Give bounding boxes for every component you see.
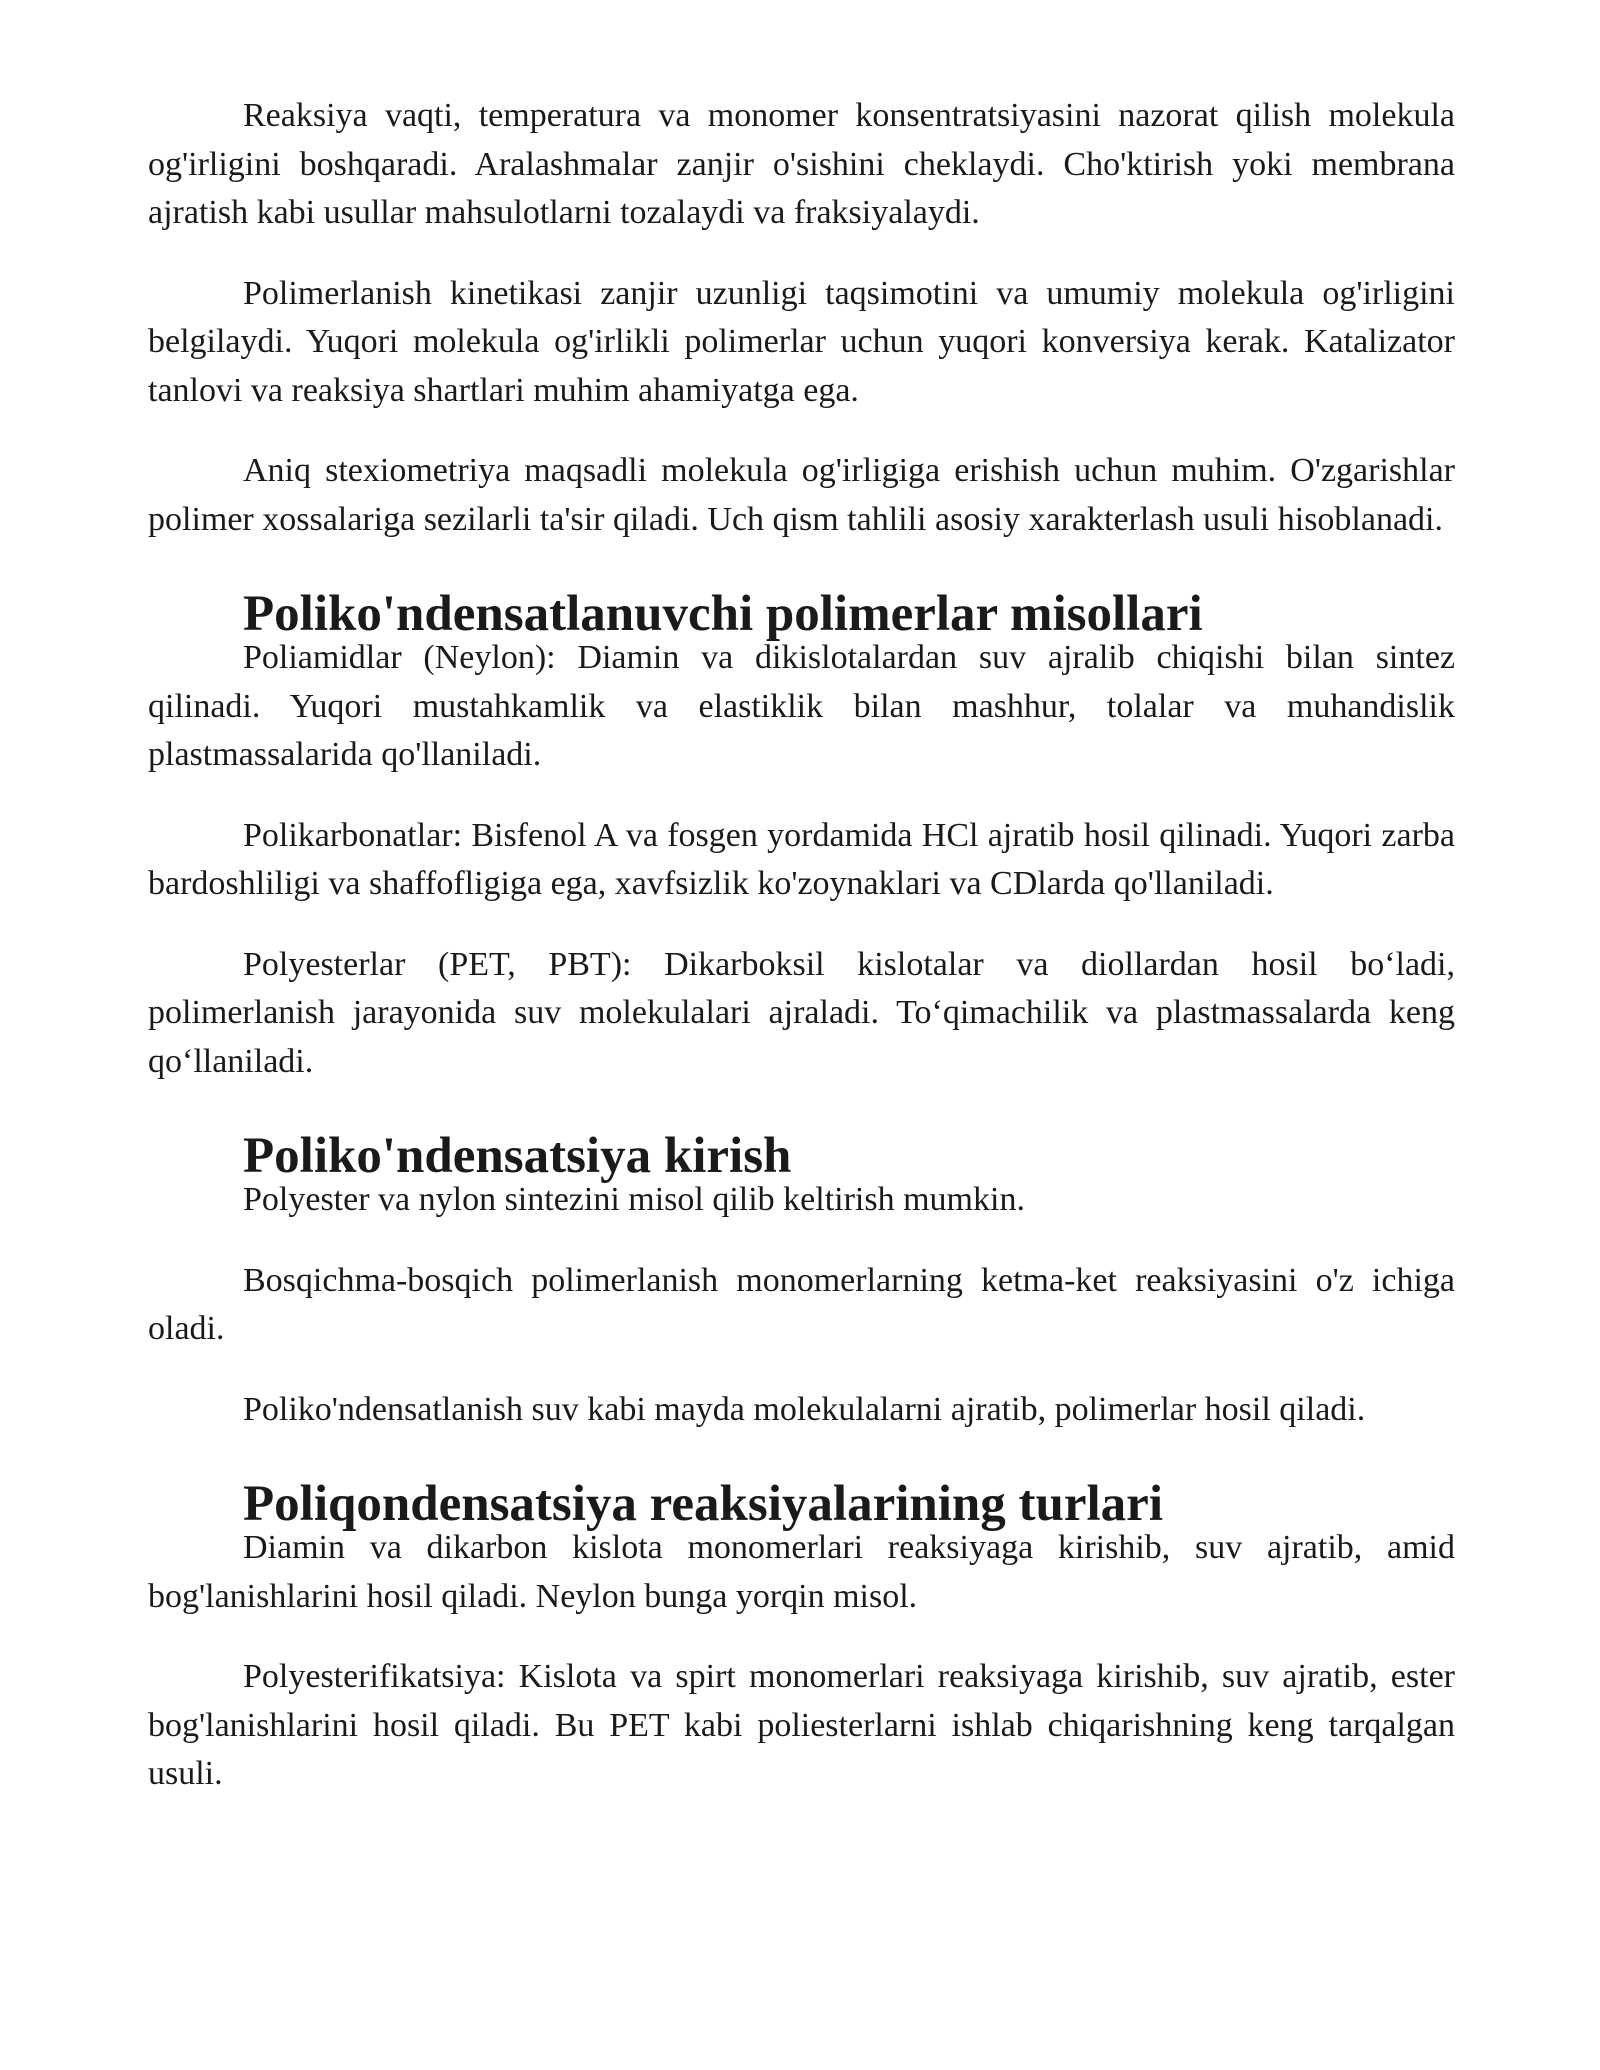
paragraph-polyesters: Polyesterlar (PET, PBT): Dikarboksil kislotalar va diollardan hosil bo‘ladi, polimerlanish jarayonida suv molekulalari ajraladi. To‘qimachilik va plastmassalarda keng qo‘llaniladi. [148, 945, 1455, 1080]
paragraph-polycarbonates: Polikarbonatlar: Bisfenol A va fosgen yordamida HCl ajratib hosil qilinadi. Yuqori zarba bardoshliligi va shaffofligiga ega, xavfsizlik ko'zoynaklari va CDlarda qo'llaniladi. [148, 816, 1455, 902]
paragraph-polyesterification: Polyesterifikatsiya: Kislota va spirt monomerlari reaksiyaga kirishib, suv ajratib, ester bog'lanishlarini hosil qiladi. Bu PET kabi poliesterlarni ishlab chiqarishning keng tarqalgan usuli. [148, 1658, 1455, 1792]
paragraph-step-growth: Bosqichma-bosqich polimerlanish monomerlarning ketma-ket reaksiyasini o'z ichiga oladi. [148, 1261, 1455, 1347]
section-heading-introduction: Poliko'ndensatsiya kirish [243, 1128, 792, 1184]
paragraph-polymerization-kinetics: Polimerlanish kinetikasi zanjir uzunligi taqsimotini va umumiy molekula og'irligini belgilaydi. Yuqori molekula og'irlikli polimerlar uchun yuqori konversiya kerak. Katalizator tanlovi va reaksiya shartlari muhim ahamiyatga ega. [148, 274, 1455, 409]
paragraph-stoichiometry: Aniq stexiometriya maqsadli molekula og'irligiga erishish uchun muhim. O'zgarishlar polimer xossalariga sezilarli ta'sir qiladi. Uch qism tahlili asosiy xarakterlash usuli hisoblanadi. [148, 452, 1455, 538]
paragraph-polyester-nylon-example: Polyester va nylon sintezini misol qilib keltirish mumkin. [243, 1181, 1025, 1218]
document-page [148, 92, 1455, 1799]
paragraph-reaction-control: Reaksiya vaqti, temperatura va monomer konsentratsiyasini nazorat qilish molekula og'irligini boshqaradi. Aralashmalar zanjir o'sishini cheklaydi. Cho'ktirish yoki membrana ajratish kabi usullar mahsulotlarni tozalaydi va fraksiyalaydi. [148, 97, 1455, 231]
paragraph-condensation-byproduct: Poliko'ndensatlanish suv kabi mayda molekulalarni ajratib, polimerlar hosil qiladi. [243, 1390, 1366, 1428]
paragraph-polyamides: Poliamidlar (Neylon): Diamin va dikislotalardan suv ajralib chiqishi bilan sintez qilinadi. Yuqori mustahkamlik va elastiklik bilan mashhur, tolalar va muhandislik plastmassalarida qo'llaniladi. [148, 639, 1455, 773]
paragraph-amide-formation: Diamin va dikarbon kislota monomerlari reaksiyaga kirishib, suv ajratib, amid bog'lanishlarini hosil qiladi. Neylon bunga yorqin misol. [148, 1529, 1455, 1615]
section-heading-reaction-types: Poliqondensatsiya reaksiyalarining turlari [243, 1476, 1163, 1532]
section-heading-examples: Poliko'ndensatlanuvchi polimerlar misollari [243, 586, 1203, 642]
